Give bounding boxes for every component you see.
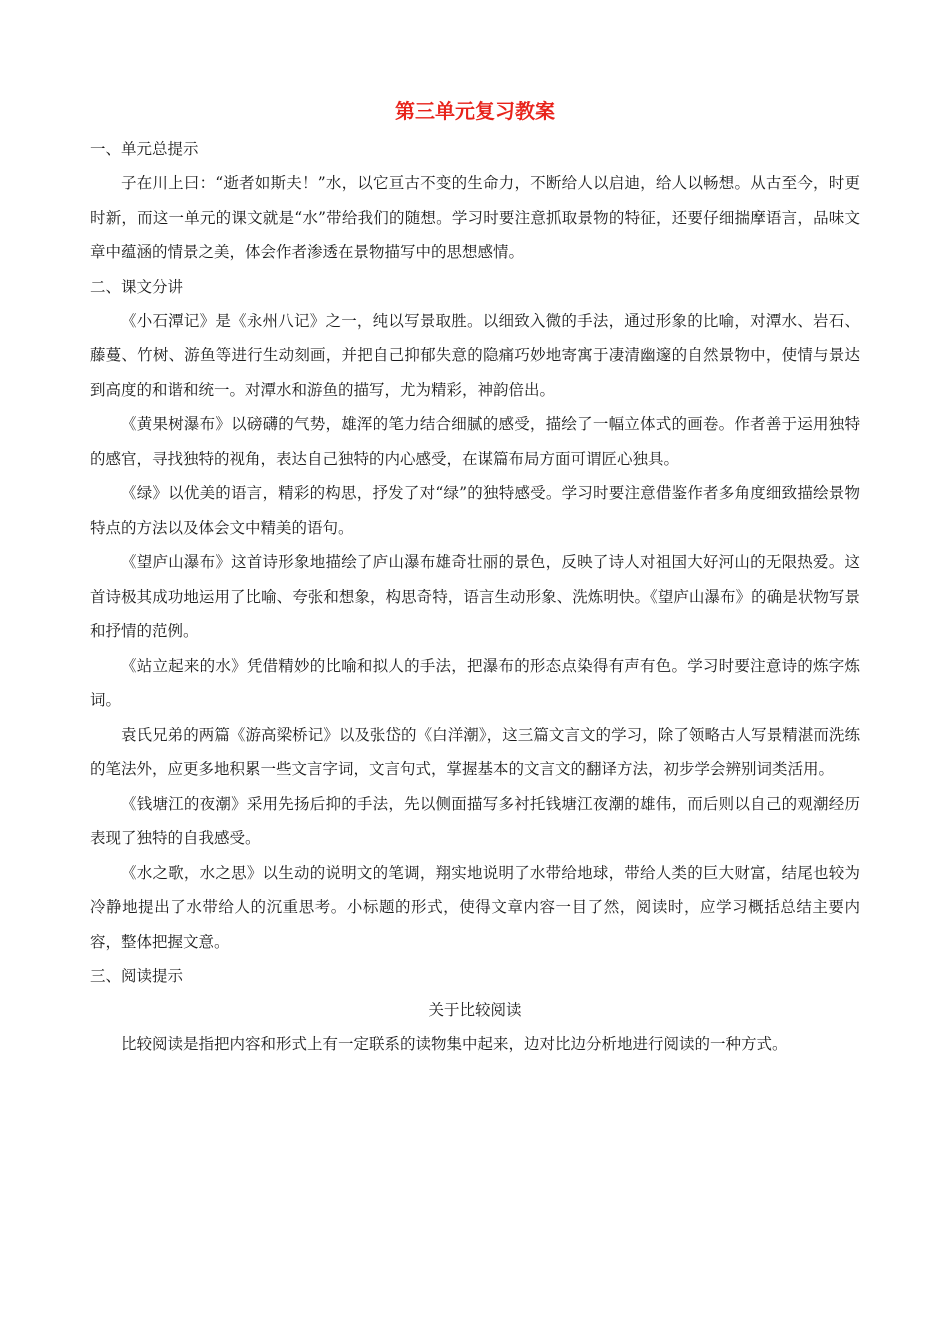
paragraph: 《水之歌，水之思》以生动的说明文的笔调，翔实地说明了水带给地球，带给人类的巨大财富，结尾也较为冷静地提出了水带给人的沉重思考。小标题的形式，使得文章内容一目了然，阅读时，应学习概括总结主要内容，整体把握文意。 [90,863,860,951]
paragraph: 《钱塘江的夜潮》采用先扬后抑的手法，先以侧面描写多衬托钱塘江夜潮的雄伟，而后则以自己的观潮经历表现了独特的自我感受。 [90,794,860,847]
paragraph: 《小石潭记》是《永州八记》之一，纯以写景取胜。以细致入微的手法，通过形象的比喻，对潭水、岩石、藤蔓、竹树、游鱼等进行生动刻画，并把自己抑郁失意的隐痛巧妙地寄寓于凄清幽邃的自然景物中，使情与景达到高度的和谐和统一。对潭水和游鱼的描写，尤为精彩，神韵倍出。 [90,311,860,399]
paragraph: 子在川上曰：“逝者如斯夫！”水，以它亘古不变的生命力，不断给人以启迪，给人以畅想。从古至今，时更时新，而这一单元的课文就是“水”带给我们的随想。学习时要注意抓取景物的特征，还要仔细揣摩语言，品味文章中蕴涵的情景之美，体会作者渗透在景物描写中的思想感情。 [90,174,860,261]
paragraph: 《黄果树瀑布》以磅礴的气势，雄浑的笔力结合细腻的感受，描绘了一幅立体式的画卷。作者善于运用独特的感官，寻找独特的视角，表达自己独特的内心感受，在谋篇布局方面可谓匠心独具。 [90,415,860,468]
document-page [90,96,860,1062]
page-title: 第三单元复习教案 [395,99,555,123]
paragraph: 比较阅读是指把内容和形式上有一定联系的读物集中起来，边对比边分析地进行阅读的一种方式。 [121,1035,788,1053]
paragraph: 《站立起来的水》凭借精妙的比喻和拟人的手法，把瀑布的形态点染得有声有色。学习时要注意诗的炼字炼词。 [90,656,860,709]
section-heading: 一、单元总提示 [90,140,199,158]
section-unit-overview [90,132,860,270]
section-reading-tips [90,959,860,1062]
section-lesson-analysis [90,270,860,960]
paragraph: 《望庐山瀑布》这首诗形象地描绘了庐山瀑布雄奇壮丽的景色，反映了诗人对祖国大好河山的无限热爱。这首诗极其成功地运用了比喻、夸张和想象，构思奇特，语言生动形象、洗炼明快。《望庐山瀑布》的确是状物写景和抒情的范例。 [90,553,860,640]
paragraph: 袁氏兄弟的两篇《游高梁桥记》以及张岱的《白洋潮》，这三篇文言文的学习，除了领略古人写景精湛而洗练的笔法外，应更多地积累一些文言字词，文言句式，掌握基本的文言文的翻译方法，初步学会辨别词类活用。 [90,725,860,778]
section-heading: 三、阅读提示 [90,967,184,985]
paragraph: 《绿》以优美的语言，精彩的构思，抒发了对“绿”的独特感受。学习时要注意借鉴作者多角度细致描绘景物特点的方法以及体会文中精美的语句。 [90,484,860,537]
section-heading: 二、课文分讲 [90,277,184,296]
section-subtitle: 关于比较阅读 [428,1001,522,1019]
